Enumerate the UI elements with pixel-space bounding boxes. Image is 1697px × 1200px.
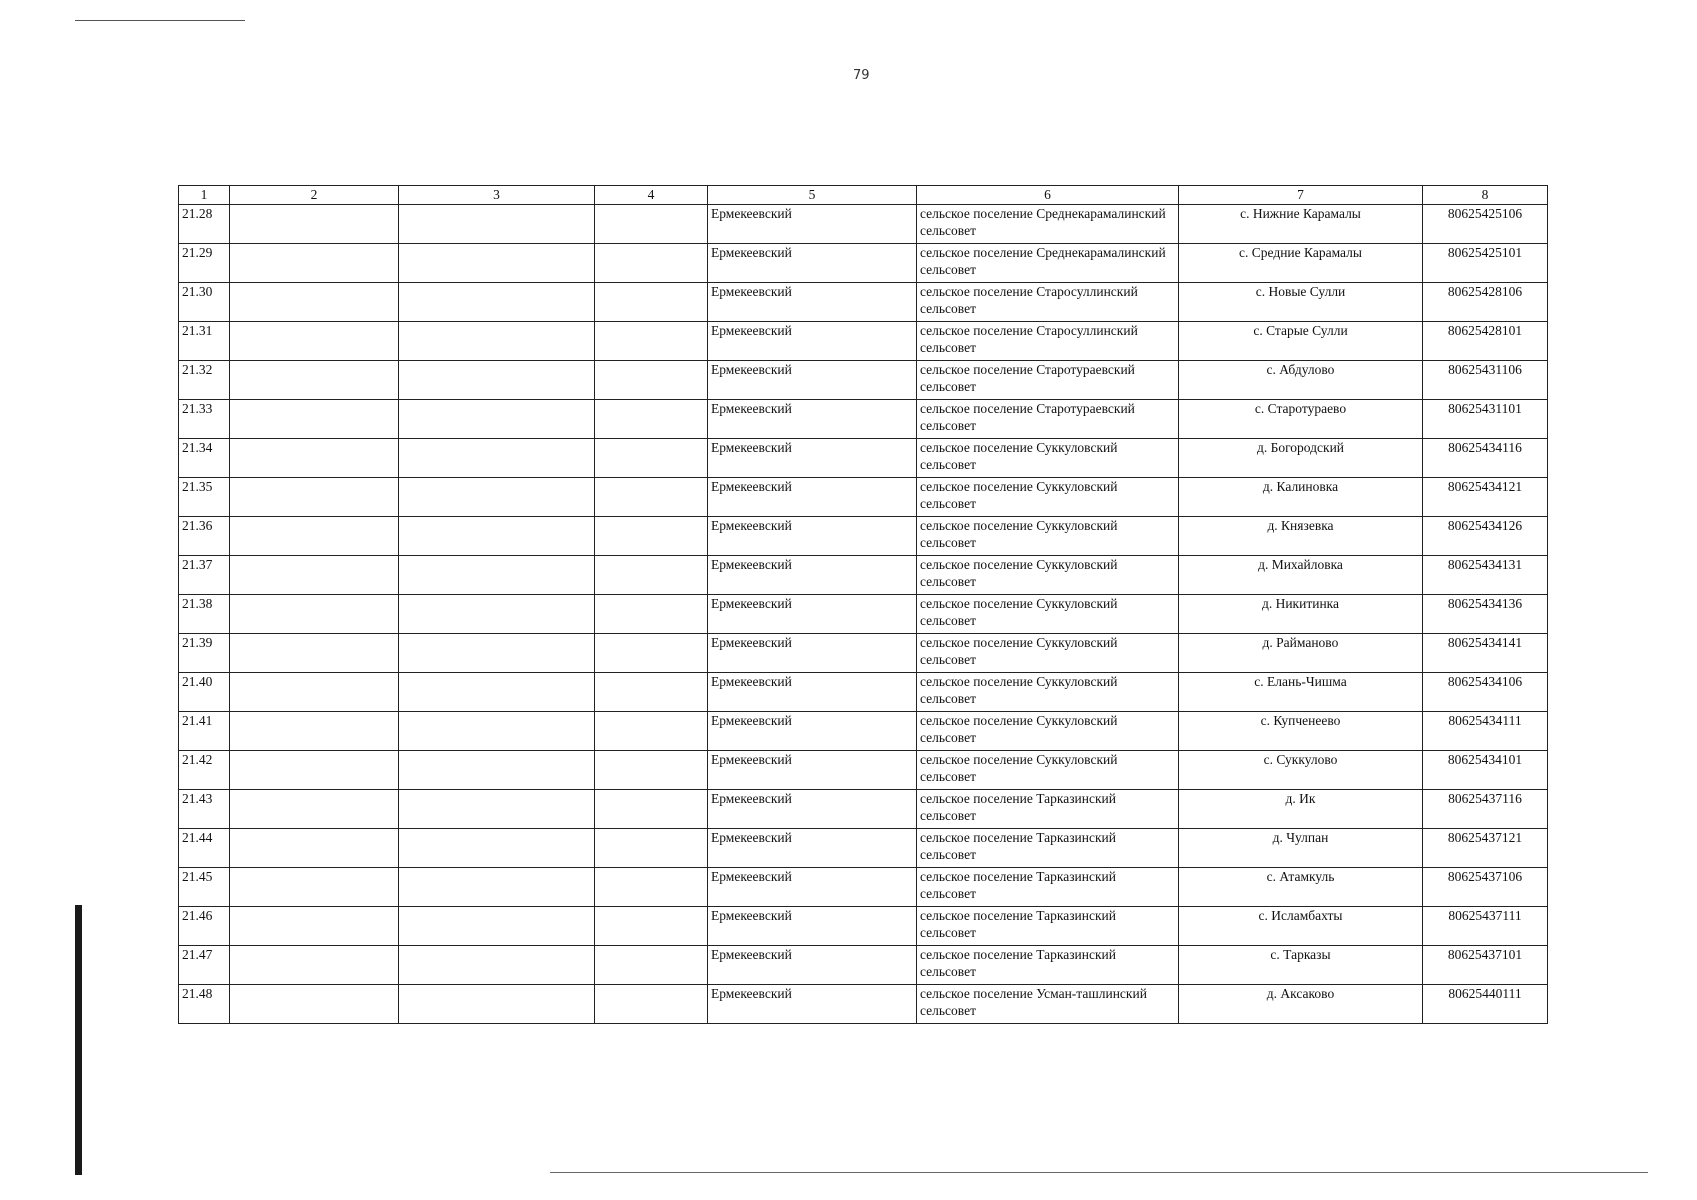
empty-cell [595, 478, 708, 517]
table-row [179, 517, 1548, 556]
settlement-name: сельское поселение Старосуллинский сельсовет [917, 322, 1179, 361]
oktmo-code: 80625437121 [1423, 829, 1548, 868]
locality-name: д. Князевка [1179, 517, 1423, 556]
row-number: 21.32 [179, 361, 230, 400]
row-number: 21.41 [179, 712, 230, 751]
empty-cell [230, 595, 399, 634]
row-number: 21.31 [179, 322, 230, 361]
settlement-name: сельское поселение Усман-ташлинский сельсовет [917, 985, 1179, 1024]
empty-cell [595, 595, 708, 634]
settlement-name: сельское поселение Суккуловский сельсовет [917, 439, 1179, 478]
settlement-name: сельское поселение Среднекарамалинский сельсовет [917, 205, 1179, 244]
district-name: Ермекеевский [708, 400, 917, 439]
district-name: Ермекеевский [708, 322, 917, 361]
empty-cell [230, 361, 399, 400]
district-name: Ермекеевский [708, 478, 917, 517]
oktmo-code: 80625437106 [1423, 868, 1548, 907]
empty-cell [595, 868, 708, 907]
row-number: 21.28 [179, 205, 230, 244]
oktmo-code: 80625428106 [1423, 283, 1548, 322]
header-row [179, 186, 1548, 205]
row-number: 21.36 [179, 517, 230, 556]
locality-name: д. Богородский [1179, 439, 1423, 478]
table-row [179, 712, 1548, 751]
empty-cell [230, 517, 399, 556]
empty-cell [399, 439, 595, 478]
settlement-name: сельское поселение Тарказинский сельсовет [917, 790, 1179, 829]
row-number: 21.43 [179, 790, 230, 829]
oktmo-code: 80625428101 [1423, 322, 1548, 361]
empty-cell [399, 634, 595, 673]
table-row [179, 439, 1548, 478]
empty-cell [595, 517, 708, 556]
locality-name: с. Нижние Карамалы [1179, 205, 1423, 244]
oktmo-code: 80625434116 [1423, 439, 1548, 478]
binding-edge-bar [75, 905, 82, 1175]
empty-cell [230, 712, 399, 751]
empty-cell [230, 283, 399, 322]
table-row [179, 751, 1548, 790]
locality-name: с. Новые Сулли [1179, 283, 1423, 322]
empty-cell [230, 439, 399, 478]
column-header: 4 [595, 186, 708, 205]
empty-cell [399, 751, 595, 790]
oktmo-code: 80625434141 [1423, 634, 1548, 673]
column-header: 6 [917, 186, 1179, 205]
settlement-name: сельское поселение Суккуловский сельсовет [917, 478, 1179, 517]
locality-name: с. Тарказы [1179, 946, 1423, 985]
row-number: 21.47 [179, 946, 230, 985]
district-name: Ермекеевский [708, 595, 917, 634]
empty-cell [230, 985, 399, 1024]
empty-cell [230, 634, 399, 673]
empty-cell [595, 829, 708, 868]
table-row [179, 478, 1548, 517]
empty-cell [399, 322, 595, 361]
oktmo-code: 80625440111 [1423, 985, 1548, 1024]
row-number: 21.34 [179, 439, 230, 478]
row-number: 21.30 [179, 283, 230, 322]
row-number: 21.45 [179, 868, 230, 907]
locality-name: с. Абдулово [1179, 361, 1423, 400]
row-number: 21.39 [179, 634, 230, 673]
empty-cell [595, 283, 708, 322]
empty-cell [595, 244, 708, 283]
column-header: 1 [179, 186, 230, 205]
table-row [179, 673, 1548, 712]
row-number: 21.37 [179, 556, 230, 595]
oktmo-code: 80625431101 [1423, 400, 1548, 439]
settlement-name: сельское поселение Суккуловский сельсовет [917, 712, 1179, 751]
district-name: Ермекеевский [708, 205, 917, 244]
empty-cell [399, 244, 595, 283]
empty-cell [399, 868, 595, 907]
locality-name: с. Суккулово [1179, 751, 1423, 790]
table-row [179, 205, 1548, 244]
settlement-name: сельское поселение Суккуловский сельсовет [917, 517, 1179, 556]
empty-cell [230, 790, 399, 829]
empty-cell [595, 205, 708, 244]
locality-name: д. Михайловка [1179, 556, 1423, 595]
table-row [179, 595, 1548, 634]
oktmo-code: 80625437116 [1423, 790, 1548, 829]
oktmo-code: 80625434126 [1423, 517, 1548, 556]
oktmo-code: 80625434136 [1423, 595, 1548, 634]
empty-cell [399, 205, 595, 244]
empty-cell [595, 751, 708, 790]
settlement-name: сельское поселение Старосуллинский сельсовет [917, 283, 1179, 322]
district-name: Ермекеевский [708, 361, 917, 400]
row-number: 21.33 [179, 400, 230, 439]
settlement-name: сельское поселение Тарказинский сельсовет [917, 868, 1179, 907]
table-row [179, 244, 1548, 283]
district-name: Ермекеевский [708, 283, 917, 322]
locality-name: с. Атамкуль [1179, 868, 1423, 907]
locality-name: с. Исламбахты [1179, 907, 1423, 946]
settlement-name: сельское поселение Тарказинский сельсовет [917, 946, 1179, 985]
table-row [179, 868, 1548, 907]
locality-name: с. Старые Сулли [1179, 322, 1423, 361]
empty-cell [595, 361, 708, 400]
empty-cell [399, 712, 595, 751]
empty-cell [230, 829, 399, 868]
locality-name: д. Калиновка [1179, 478, 1423, 517]
empty-cell [399, 361, 595, 400]
empty-cell [230, 751, 399, 790]
empty-cell [595, 673, 708, 712]
table-row [179, 283, 1548, 322]
settlement-name: сельское поселение Тарказинский сельсовет [917, 907, 1179, 946]
locality-name: д. Аксаково [1179, 985, 1423, 1024]
row-number: 21.29 [179, 244, 230, 283]
table-row [179, 907, 1548, 946]
row-number: 21.42 [179, 751, 230, 790]
empty-cell [595, 985, 708, 1024]
empty-cell [595, 439, 708, 478]
district-name: Ермекеевский [708, 907, 917, 946]
row-number: 21.46 [179, 907, 230, 946]
empty-cell [595, 556, 708, 595]
settlement-name: сельское поселение Старотураевский сельсовет [917, 361, 1179, 400]
settlement-name: сельское поселение Суккуловский сельсовет [917, 634, 1179, 673]
column-header: 8 [1423, 186, 1548, 205]
empty-cell [399, 946, 595, 985]
locality-name: д. Чулпан [1179, 829, 1423, 868]
table-row [179, 790, 1548, 829]
district-name: Ермекеевский [708, 868, 917, 907]
row-number: 21.38 [179, 595, 230, 634]
settlement-name: сельское поселение Среднекарамалинский сельсовет [917, 244, 1179, 283]
table-row [179, 946, 1548, 985]
district-name: Ермекеевский [708, 517, 917, 556]
oktmo-code: 80625437111 [1423, 907, 1548, 946]
empty-cell [399, 478, 595, 517]
oktmo-code: 80625434111 [1423, 712, 1548, 751]
locality-name: с. Купченеево [1179, 712, 1423, 751]
oktmo-code: 80625434101 [1423, 751, 1548, 790]
empty-cell [230, 946, 399, 985]
empty-cell [399, 595, 595, 634]
district-name: Ермекеевский [708, 673, 917, 712]
settlement-name: сельское поселение Тарказинский сельсовет [917, 829, 1179, 868]
settlement-name: сельское поселение Суккуловский сельсовет [917, 673, 1179, 712]
empty-cell [595, 790, 708, 829]
top-rule [75, 20, 245, 21]
empty-cell [399, 790, 595, 829]
district-name: Ермекеевский [708, 829, 917, 868]
empty-cell [230, 868, 399, 907]
empty-cell [230, 322, 399, 361]
district-name: Ермекеевский [708, 751, 917, 790]
oktmo-code: 80625437101 [1423, 946, 1548, 985]
empty-cell [230, 907, 399, 946]
empty-cell [399, 517, 595, 556]
empty-cell [230, 556, 399, 595]
district-name: Ермекеевский [708, 244, 917, 283]
locality-name: с. Средние Карамалы [1179, 244, 1423, 283]
empty-cell [399, 829, 595, 868]
empty-cell [399, 907, 595, 946]
empty-cell [595, 322, 708, 361]
column-header: 7 [1179, 186, 1423, 205]
row-number: 21.48 [179, 985, 230, 1024]
row-number: 21.44 [179, 829, 230, 868]
table-row [179, 829, 1548, 868]
empty-cell [230, 205, 399, 244]
table-row [179, 322, 1548, 361]
bottom-rule [550, 1172, 1648, 1173]
empty-cell [230, 244, 399, 283]
empty-cell [595, 712, 708, 751]
district-name: Ермекеевский [708, 946, 917, 985]
column-header: 5 [708, 186, 917, 205]
column-header: 2 [230, 186, 399, 205]
table-row [179, 400, 1548, 439]
empty-cell [595, 946, 708, 985]
empty-cell [595, 400, 708, 439]
row-number: 21.35 [179, 478, 230, 517]
table-row [179, 361, 1548, 400]
locality-name: д. Никитинка [1179, 595, 1423, 634]
row-number: 21.40 [179, 673, 230, 712]
locality-name: с. Старотураево [1179, 400, 1423, 439]
settlement-name: сельское поселение Суккуловский сельсовет [917, 751, 1179, 790]
empty-cell [230, 478, 399, 517]
empty-cell [399, 283, 595, 322]
settlements-table [178, 185, 1548, 1024]
district-name: Ермекеевский [708, 790, 917, 829]
empty-cell [595, 907, 708, 946]
empty-cell [230, 400, 399, 439]
district-name: Ермекеевский [708, 634, 917, 673]
locality-name: д. Ик [1179, 790, 1423, 829]
settlement-name: сельское поселение Суккуловский сельсовет [917, 595, 1179, 634]
table-row [179, 556, 1548, 595]
district-name: Ермекеевский [708, 556, 917, 595]
empty-cell [399, 673, 595, 712]
oktmo-code: 80625425101 [1423, 244, 1548, 283]
empty-cell [230, 673, 399, 712]
table-row [179, 634, 1548, 673]
oktmo-code: 80625431106 [1423, 361, 1548, 400]
district-name: Ермекеевский [708, 985, 917, 1024]
district-name: Ермекеевский [708, 712, 917, 751]
oktmo-code: 80625434106 [1423, 673, 1548, 712]
page-number: 79 [853, 68, 870, 83]
table-body [179, 205, 1548, 1024]
oktmo-code: 80625425106 [1423, 205, 1548, 244]
district-name: Ермекеевский [708, 439, 917, 478]
empty-cell [399, 985, 595, 1024]
table-row [179, 985, 1548, 1024]
column-header: 3 [399, 186, 595, 205]
locality-name: д. Раймановo [1179, 634, 1423, 673]
oktmo-code: 80625434131 [1423, 556, 1548, 595]
empty-cell [399, 556, 595, 595]
settlement-name: сельское поселение Старотураевский сельсовет [917, 400, 1179, 439]
oktmo-code: 80625434121 [1423, 478, 1548, 517]
locality-name: с. Елань-Чишма [1179, 673, 1423, 712]
settlement-name: сельское поселение Суккуловский сельсовет [917, 556, 1179, 595]
empty-cell [399, 400, 595, 439]
empty-cell [595, 634, 708, 673]
